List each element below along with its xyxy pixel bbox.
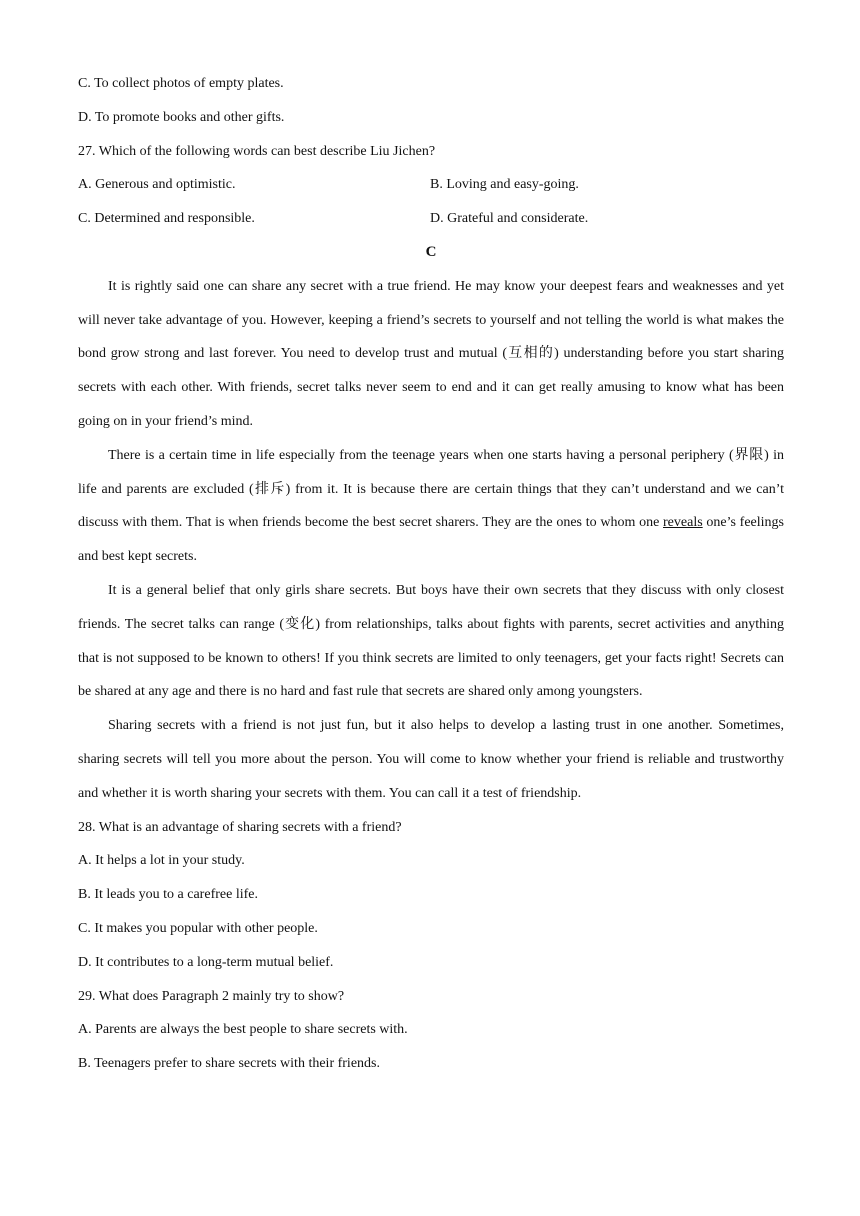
q29-question: 29. What does Paragraph 2 mainly try to show? bbox=[78, 988, 345, 1004]
q26-option-c: C. To collect photos of empty plates. bbox=[78, 76, 284, 91]
q27-option-c: C. Determined and responsible. bbox=[78, 211, 255, 227]
q27-option-d: D. Grateful and considerate. bbox=[430, 211, 589, 227]
document-page bbox=[78, 67, 784, 1081]
section-title: C bbox=[425, 243, 437, 260]
q28-option-d: D. It contributes to a long-term mutual belief. bbox=[78, 954, 334, 970]
q27-options-row-2 bbox=[78, 202, 784, 236]
q29-option-b: B. Teenagers prefer to share secrets with their friends. bbox=[78, 1056, 380, 1072]
paragraph-2-text-end: one’s feelings and best kept secrets. bbox=[78, 515, 784, 565]
q28-option-b: B. It leads you to a carefree life. bbox=[78, 887, 258, 903]
q27-option-a: A. Generous and optimistic. bbox=[78, 177, 236, 193]
q28-question: 28. What is an advantage of sharing secrets with a friend? bbox=[78, 819, 402, 835]
passage-paragraph-4: Sharing secrets with a friend is not just fun, but it also helps to develop a lasting trust in one another. Sometimes, sharing secrets will tell you more about the person. You will come to know whether your friend is reliable and trustworthy and whether it is worth sharing your secrets with them. You can call it a test of friendship. bbox=[78, 718, 784, 801]
passage-paragraph-3: It is a general belief that only girls share secrets. But boys have their own secrets that they discuss with only closest friends. The secret talks can range (变化) from relationships, talks about fights with parents, secret activities and anything that is not supposed to be known to others! If you think secrets are limited to only teenagers, get your facts right! Secrets can be shared at any age and there is no hard and fast rule that secrets are shared only among youngsters. bbox=[78, 582, 784, 700]
q28-option-c: C. It makes you popular with other people. bbox=[78, 920, 318, 936]
underlined-word-reveals: reveals bbox=[663, 515, 703, 531]
paragraph-2-text-start: There is a certain time in life especially from the teenage years when one starts having a personal periphery (界限) in life and parents are excluded (排斥) from it. It is because there are certain things that they can’t understand and we can’t discuss with them. That is when friends become the best secret sharers. They are the ones to whom one bbox=[78, 447, 784, 531]
q26-option-d: D. To promote books and other gifts. bbox=[78, 109, 285, 125]
passage-paragraph-1: It is rightly said one can share any secret with a true friend. He may know your deepest fears and weaknesses and yet will never take advantage of you. However, keeping a friend’s secrets to yourself and not telling the world is what makes the bond grow strong and last forever. You need to develop trust and mutual (互相的) understanding before you start sharing secrets with each other. With friends, secret talks never seem to end and it can get really amusing to know what has been going on in your friend’s mind. bbox=[78, 278, 784, 429]
q27-option-b: B. Loving and easy-going. bbox=[430, 177, 579, 193]
passage-paragraph-2 bbox=[78, 439, 784, 574]
q27-options-row-1 bbox=[78, 168, 784, 202]
q27-question: 27. Which of the following words can best describe Liu Jichen? bbox=[78, 143, 436, 159]
q28-option-a: A. It helps a lot in your study. bbox=[78, 853, 245, 869]
q29-option-a: A. Parents are always the best people to share secrets with. bbox=[78, 1022, 408, 1038]
